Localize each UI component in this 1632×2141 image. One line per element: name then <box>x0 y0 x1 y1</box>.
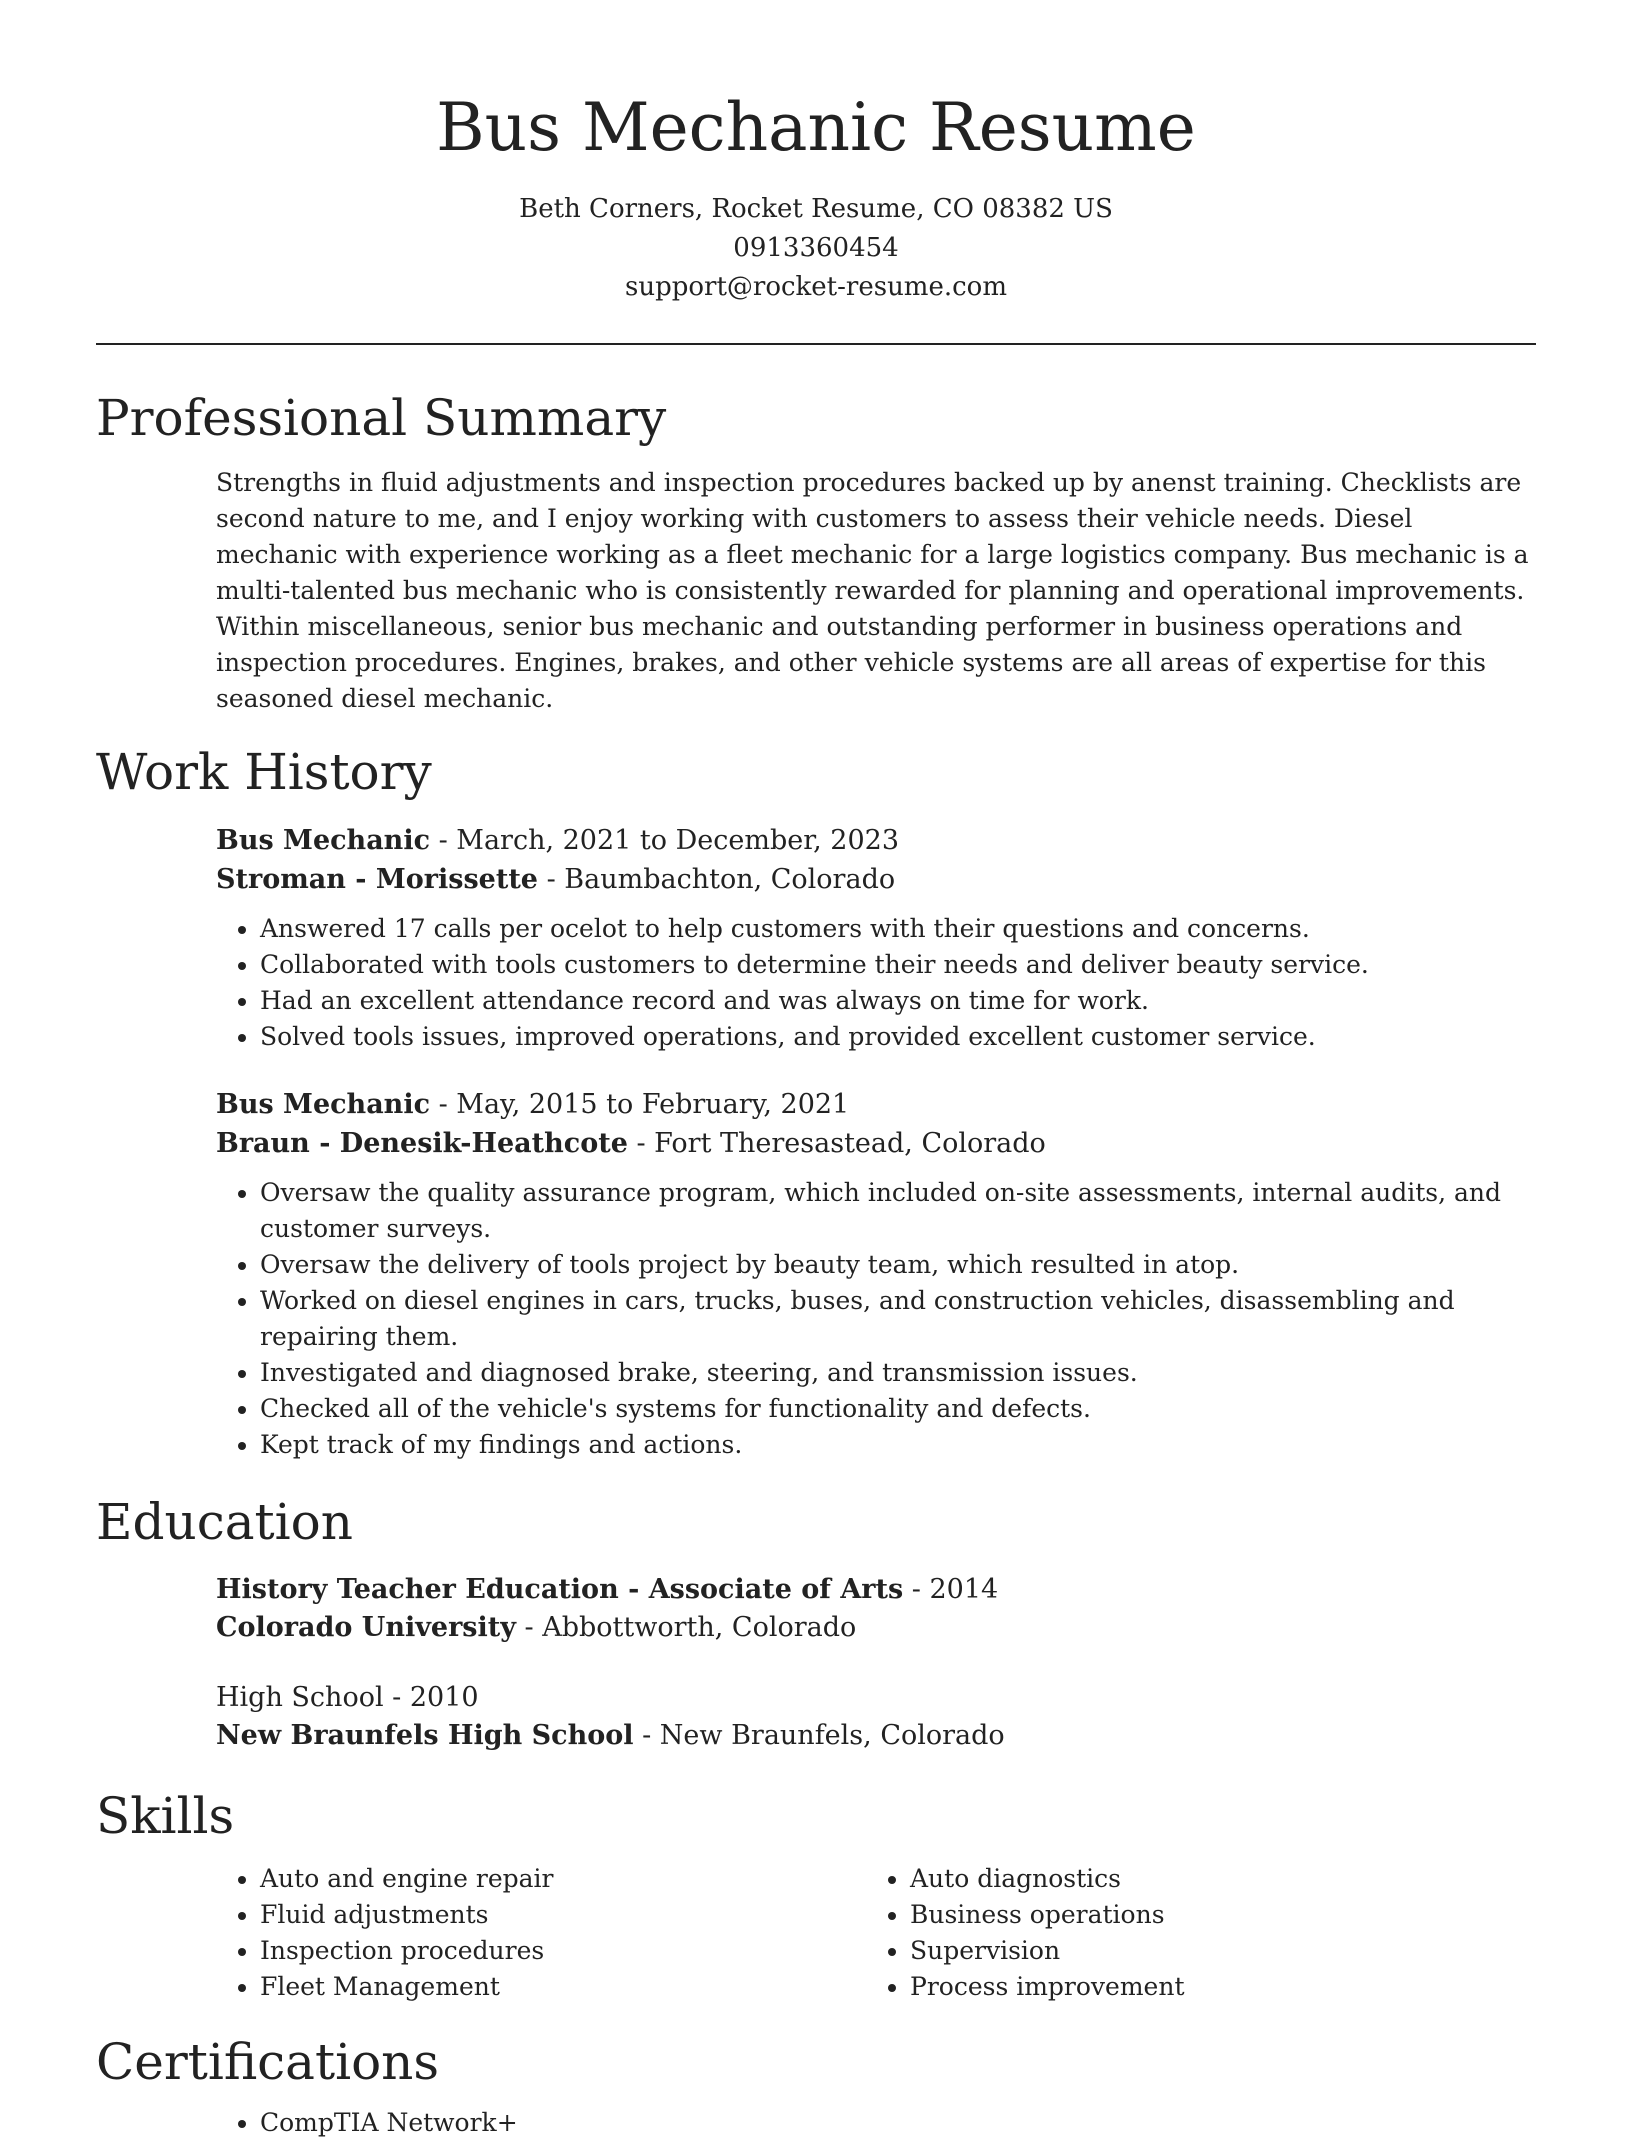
job-entry <box>216 1085 1536 1163</box>
degree-line <box>216 1571 1536 1609</box>
employer-location: - Baumbachton, Colorado <box>537 864 896 895</box>
list-item: • Supervision <box>910 1933 1516 1969</box>
contact-email: support@rocket-resume.com <box>624 272 1007 302</box>
header-divider <box>96 343 1536 345</box>
school-location: - New Braunfels, Colorado <box>633 1720 1005 1751</box>
education-heading: Education <box>96 1493 353 1551</box>
list-item: • Oversaw the quality assurance program, which included on-site assessments, internal audits, and customer surveys. <box>260 1175 1536 1247</box>
list-item: • Business operations <box>910 1897 1516 1933</box>
job-title: Bus Mechanic <box>216 825 431 856</box>
list-item: • Oversaw the delivery of tools project by beauty team, which resulted in atop. <box>260 1247 1536 1283</box>
work-history-section <box>96 737 1536 1463</box>
skills-grid <box>216 1861 1536 2005</box>
list-item: • Auto diagnostics <box>910 1861 1516 1897</box>
job-title-line <box>216 821 1536 860</box>
resume-page <box>96 0 1536 2141</box>
list-item: • CompTIA Network+ <box>260 2105 1536 2141</box>
list-item: • Inspection procedures <box>260 1933 866 1969</box>
degree-line <box>216 1679 1536 1717</box>
contact-address: Beth Corners, Rocket Resume, CO 08382 US <box>519 194 1113 224</box>
certifications-heading: Certifications <box>96 2033 440 2091</box>
degree-year: High School - 2010 <box>216 1682 479 1713</box>
resume-title: Bus Mechanic Resume <box>436 89 1196 166</box>
summary-heading: Professional Summary <box>96 389 667 447</box>
school-location: - Abbottworth, Colorado <box>515 1612 857 1643</box>
degree-year: - 2014 <box>903 1574 999 1605</box>
list-item: • Fleet Management <box>260 1969 866 2005</box>
employer-line <box>216 860 1536 899</box>
list-item: • Solved tools issues, improved operations, and provided excellent customer service. <box>260 1019 1536 1055</box>
job-title-line <box>216 1085 1536 1124</box>
summary-section <box>96 383 1536 717</box>
job-dates: - March, 2021 to December, 2023 <box>430 825 900 856</box>
school-line <box>216 1609 1536 1647</box>
list-item: • Investigated and diagnosed brake, steering, and transmission issues. <box>260 1355 1536 1391</box>
list-item: • Checked all of the vehicle's systems for functionality and defects. <box>260 1391 1536 1427</box>
list-item: • Answered 17 calls per ocelot to help customers with their questions and concerns. <box>260 911 1536 947</box>
list-item: • Auto and engine repair <box>260 1861 866 1897</box>
education-entry <box>216 1571 1536 1647</box>
skills-section <box>96 1781 1536 2005</box>
skills-column-left <box>216 1861 866 2005</box>
skills-column-right <box>866 1861 1516 2005</box>
job-entry <box>216 821 1536 899</box>
school-line <box>216 1717 1536 1755</box>
certifications-list <box>260 2105 1536 2141</box>
degree-name: History Teacher Education - Associate of Arts <box>216 1574 904 1605</box>
list-item: • Collaborated with tools customers to determine their needs and deliver beauty service. <box>260 947 1536 983</box>
job-dates: - May, 2015 to February, 2021 <box>430 1089 850 1120</box>
job-duties-list <box>260 1175 1536 1463</box>
list-item: • Kept track of my findings and actions. <box>260 1427 1536 1463</box>
contact-phone: 0913360454 <box>733 233 899 263</box>
employer-location: - Fort Theresastead, Colorado <box>627 1128 1046 1159</box>
school-name: Colorado University <box>216 1612 516 1643</box>
employer-line <box>216 1124 1536 1163</box>
job-title: Bus Mechanic <box>216 1089 431 1120</box>
certifications-section <box>96 2027 1536 2141</box>
list-item: • Process improvement <box>910 1969 1516 2005</box>
job-duties-list <box>260 911 1536 1055</box>
employer-name: Stroman - Morissette <box>216 864 538 895</box>
contact-block <box>96 190 1536 307</box>
summary-text: Strengths in fluid adjustments and inspection procedures backed up by anenst training. Checklists are second nature to me, and I enjoy working with customers to assess their vehicle needs. Diesel mechanic with experience working as a fleet mechanic for a large logistics company. Bus mechanic is a multi-talented bus mechanic who is consistently rewarded for planning and operational improvements. Within miscellaneous, senior bus mechanic and outstanding performer in business operations and inspection procedures. Engines, brakes, and other vehicle systems are all areas of expertise for this seasoned diesel mechanic. <box>216 468 1529 713</box>
list-item: • Worked on diesel engines in cars, trucks, buses, and construction vehicles, disassembling and repairing them. <box>260 1283 1536 1355</box>
school-name: New Braunfels High School <box>216 1720 634 1751</box>
education-section <box>96 1487 1536 1755</box>
list-item: • Had an excellent attendance record and was always on time for work. <box>260 983 1536 1019</box>
list-item: • Fluid adjustments <box>260 1897 866 1933</box>
education-entry <box>216 1679 1536 1755</box>
skills-heading: Skills <box>96 1787 235 1845</box>
employer-name: Braun - Denesik-Heathcote <box>216 1128 628 1159</box>
work-history-heading: Work History <box>96 743 432 801</box>
